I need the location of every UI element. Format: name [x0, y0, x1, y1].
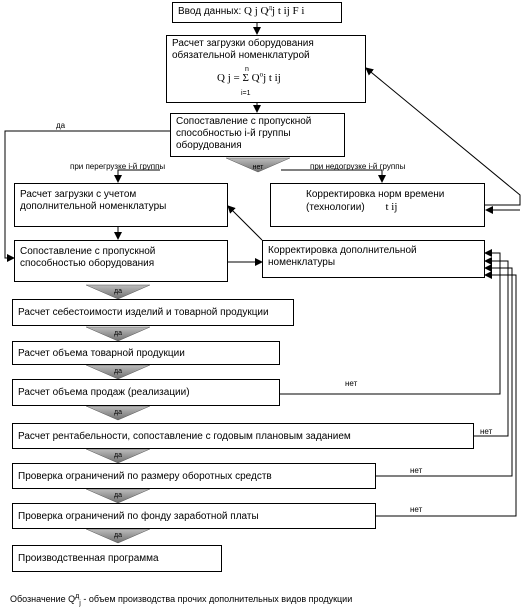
cost-text: Расчет себестоимости изделий и товарной продукции — [18, 307, 269, 318]
calc-additional-line2: дополнительной номенклатуры — [20, 201, 167, 212]
calc-mandatory-block — [166, 35, 366, 103]
correct-additional-line2: номенклатуры — [268, 257, 336, 268]
input-label: Ввод данных: — [178, 6, 242, 17]
profit-text: Расчет рентабельности, сопоставление с годовым плановым заданием — [18, 431, 351, 442]
compare-equipment-line2: способностью оборудования — [20, 258, 155, 269]
no-label-sales: нет — [345, 379, 358, 388]
sales-text: Расчет объема продаж (реализации) — [18, 387, 190, 398]
correct-additional-line1: Корректировка дополнительной — [268, 245, 417, 256]
footer-sub: j — [79, 599, 81, 607]
compare-equipment-line1: Сопоставление с пропускной — [20, 246, 156, 257]
correct-norms-block — [270, 183, 485, 227]
input-block — [172, 2, 342, 23]
check-wage-text: Проверка ограничений по фонду заработной платы — [18, 511, 259, 522]
yes-label-profit: да — [114, 409, 122, 416]
correct-additional-block — [262, 240, 485, 278]
calc-mandatory-line1: Расчет загрузки оборудования — [172, 38, 314, 49]
calc-additional-block — [14, 183, 228, 227]
yes-label-check1: да — [114, 452, 122, 459]
footer-note — [10, 593, 353, 607]
compare-group-block — [170, 113, 345, 157]
check-working-capital-text: Проверка ограничений по размеру оборотных средств — [18, 471, 272, 482]
yes-label-volume: да — [114, 330, 122, 337]
sum-lower-limit: i=1 — [241, 90, 251, 97]
yes-label-program: да — [114, 532, 122, 539]
no-label-check-wage: нет — [410, 505, 423, 514]
compare-group-line3: оборудования — [176, 140, 242, 151]
yes-label-sales: да — [114, 368, 122, 375]
sum-upper-limit: n — [245, 66, 249, 73]
overload-label: при перегрузке i-й группы — [70, 162, 166, 171]
compare-equipment-block — [14, 240, 228, 282]
program-block — [12, 545, 222, 572]
footer-sup: д — [75, 593, 80, 600]
no-label-check-working: нет — [410, 466, 423, 475]
calc-mandatory-line2: обязательной номенклатурой — [172, 50, 310, 61]
correct-norms-variable: t ij — [385, 201, 398, 213]
correct-norms-line2: (технологии) t ij — [306, 201, 398, 213]
profit-block — [12, 423, 474, 449]
volume-text: Расчет объема товарной продукции — [18, 348, 185, 359]
calc-mandatory-formula: Q j = Σ $Q^оj$ t ij — [217, 70, 281, 84]
sales-block — [12, 379, 280, 406]
yes-label-cost: да — [114, 288, 122, 295]
yes-label-compare1: да — [56, 121, 66, 130]
no-label-branch: нет — [252, 164, 264, 171]
compare-group-line1: Сопоставление с пропускной — [176, 116, 312, 127]
input-formula: Q j $Q^дj$ t ij F i — [244, 3, 305, 17]
check-working-capital-block — [12, 463, 376, 489]
volume-block — [12, 341, 280, 365]
correct-norms-line1: Корректировка норм времени — [306, 189, 445, 200]
underload-label: при недогрузке i-й группы — [310, 162, 406, 171]
calc-additional-line1: Расчет загрузки с учетом — [20, 189, 137, 200]
program-text: Производственная программа — [18, 553, 159, 564]
footer-text: - объем производства прочих дополнительных видов продукции — [83, 594, 353, 604]
check-wage-block — [12, 503, 376, 529]
compare-group-line2: способностью i-й группы — [176, 128, 291, 139]
no-label-profit: нет — [480, 427, 493, 436]
yes-label-check2: да — [114, 492, 122, 499]
cost-block — [12, 299, 294, 326]
footer-prefix: Обозначение Q — [10, 594, 76, 604]
